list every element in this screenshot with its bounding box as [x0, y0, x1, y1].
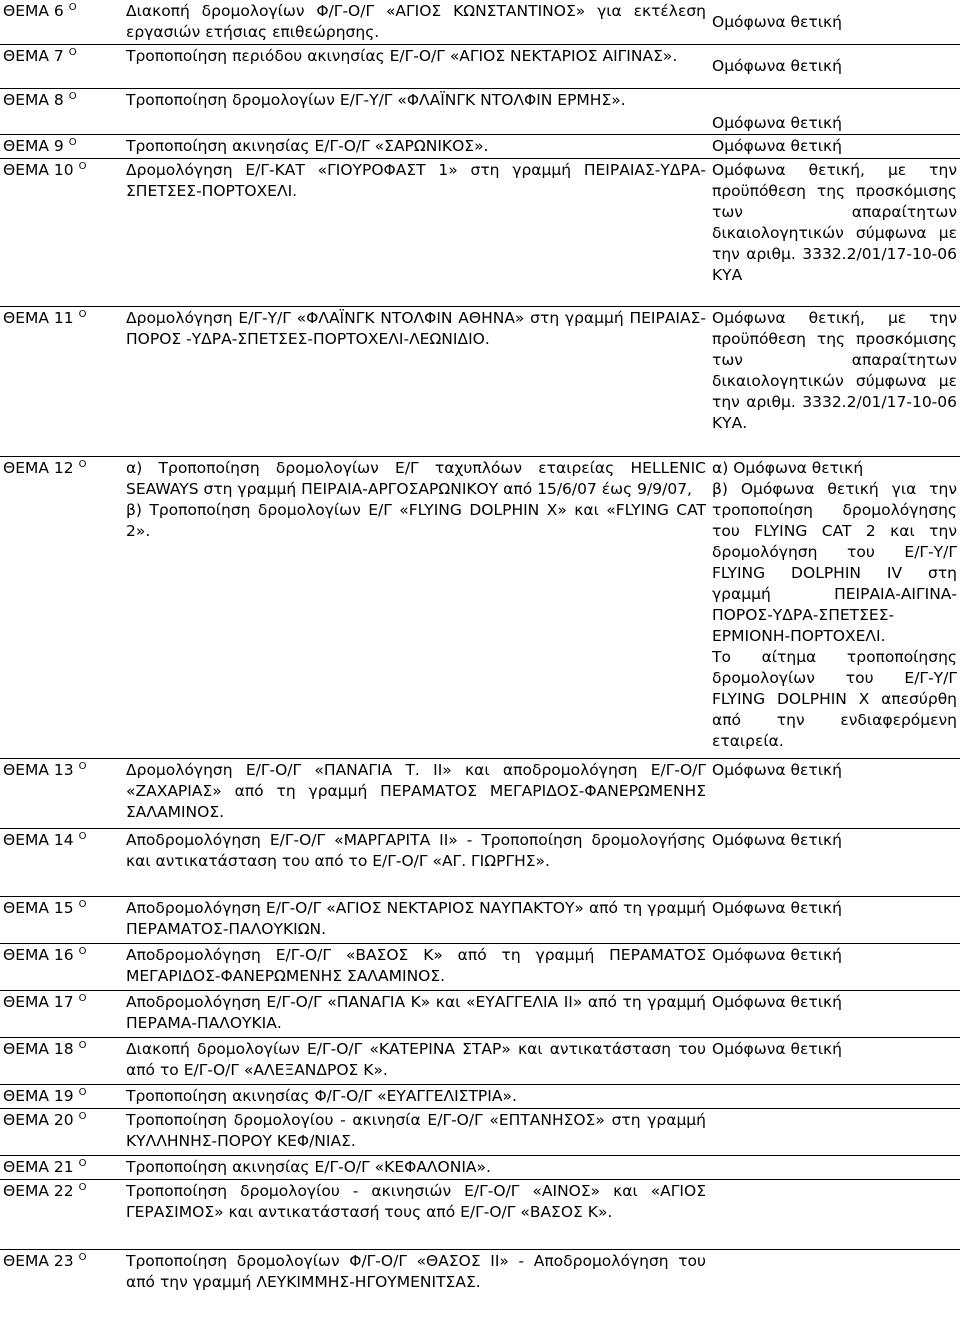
item-number: ΘΕΜΑ 7 $^O$	[0, 44, 123, 88]
table-row	[0, 134, 960, 158]
item-subject-part-b: β) Τροποποίηση δρομολογίων Ε/Γ «FLYING DOLPHIN X» και «FLYING CAT 2».	[126, 500, 706, 540]
table-row	[0, 1249, 960, 1319]
item-decision-part-a: α) Ομόφωνα θετική	[712, 458, 864, 477]
item-number: ΘΕΜΑ 18 $^O$	[0, 1037, 123, 1084]
table-row	[0, 1084, 960, 1108]
table-row	[0, 1155, 960, 1179]
item-decision: Ομόφωνα θετική	[709, 828, 960, 896]
table-row	[0, 158, 960, 306]
item-decision: Ομόφωνα θετική	[709, 134, 960, 158]
item-decision: Ομόφωνα θετική	[709, 990, 960, 1037]
item-subject: Δρομολόγηση Ε/Γ-ΚΑΤ «ΓΙΟΥΡΟΦΑΣΤ 1» στη γραμμή ΠΕΙΡΑΙΑΣ-ΥΔΡΑ-ΣΠΕΤΣΕΣ-ΠΟΡΤΟΧΕΛΙ.	[123, 158, 709, 306]
table-row	[0, 456, 960, 758]
item-number: ΘΕΜΑ 8 $^O$	[0, 88, 123, 134]
table-row	[0, 0, 960, 44]
item-number: ΘΕΜΑ 9 $^O$	[0, 134, 123, 158]
item-number: ΘΕΜΑ 10 $^O$	[0, 158, 123, 306]
item-decision-part-c: Το αίτημα τροποποίησης δρομολογίων του Ε/Γ-Υ/Γ FLYING DOLPHIN X απεσύρθη από την ενδιαφερόμενη εταιρεία.	[712, 647, 957, 750]
table-row	[0, 943, 960, 990]
item-number: ΘΕΜΑ 16 $^O$	[0, 943, 123, 990]
item-subject: Διακοπή δρομολογίων Ε/Γ-Ο/Γ «ΚΑΤΕΡΙΝΑ ΣΤΑΡ» και αντικατάσταση του από το Ε/Γ-Ο/Γ «ΑΛΕΞΑΝΔΡΟΣ Κ».	[123, 1037, 709, 1084]
item-subject: Αποδρομολόγηση Ε/Γ-Ο/Γ «ΒΑΣΟΣ Κ» από τη γραμμή ΠΕΡΑΜΑΤΟΣ ΜΕΓΑΡΙΔΟΣ-ΦΑΝΕΡΩΜΕΝΗΣ ΣΑΛΑΜΙΝΟΣ.	[123, 943, 709, 990]
item-decision: Ομόφωνα θετική	[709, 758, 960, 828]
item-decision	[709, 1179, 960, 1249]
item-subject: Τροποποίηση ακινησίας Ε/Γ-Ο/Γ «ΣΑΡΩΝΙΚΟΣ».	[123, 134, 709, 158]
item-decision: Ομόφωνα θετική	[709, 1037, 960, 1084]
item-decision: Ομόφωνα θετική	[709, 0, 960, 44]
item-subject: Τροποποίηση ακινησίας Φ/Γ-Ο/Γ «ΕΥΑΓΓΕΛΙΣΤΡΙΑ».	[123, 1084, 960, 1108]
item-number: ΘΕΜΑ 6 $^O$	[0, 0, 123, 44]
table-row	[0, 758, 960, 828]
item-decision: Ομόφωνα θετική	[709, 44, 960, 88]
item-number: ΘΕΜΑ 14 $^O$	[0, 828, 123, 896]
item-subject: Τροποποίηση δρομολογίων Ε/Γ-Υ/Γ «ΦΛΑΪΝΓΚ ΝΤΟΛΦΙΝ ΕΡΜΗΣ».	[123, 88, 709, 134]
item-number: ΘΕΜΑ 23 $^O$	[3, 1251, 87, 1270]
item-number: ΘΕΜΑ 21 $^O$	[0, 1155, 123, 1179]
item-subject: Τροποποίηση ακινησίας Ε/Γ-Ο/Γ «ΚΕΦΑΛΟΝΙΑ».	[123, 1155, 960, 1179]
item-subject: Αποδρομολόγηση Ε/Γ-Ο/Γ «ΑΓΙΟΣ ΝΕΚΤΑΡΙΟΣ ΝΑΥΠΑΚΤΟΥ» από τη γραμμή ΠΕΡΑΜΑΤΟΣ-ΠΑΛΟΥΚΙΩΝ.	[123, 896, 709, 943]
item-number: ΘΕΜΑ 12 $^O$	[0, 456, 123, 758]
item-subject: Αποδρομολόγηση Ε/Γ-Ο/Γ «ΜΑΡΓΑΡΙΤΑ ΙΙ» - Τροποποίηση δρομολογήσης και αντικατάσταση του από το Ε/Γ-Ο/Γ «ΑΓ. ΓΙΩΡΓΗΣ».	[123, 828, 709, 896]
item-subject: Τροποποίηση δρομολογίων Φ/Γ-Ο/Γ «ΘΑΣΟΣ ΙΙ» - Αποδρομολόγηση του από την γραμμή ΛΕΥΚΙΜΜΗΣ-ΗΓΟΥΜΕΝΙΤΣΑΣ.	[126, 1251, 706, 1291]
item-decision: Ομόφωνα θετική, με την προϋπόθεση της προσκόμισης των απαραίτητων δικαιολογητικών σύμφωνα με την αριθμ. 3332.2/01/17-10-06 ΚΥΑ	[709, 158, 960, 306]
table-row	[0, 1037, 960, 1084]
item-subject: Δρομολόγηση Ε/Γ-Υ/Γ «ΦΛΑΪΝΓΚ ΝΤΟΛΦΙΝ ΑΘΗΝΑ» στη γραμμή ΠΕΙΡΑΙΑΣ-ΠΟΡΟΣ -ΥΔΡΑ-ΣΠΕΤΣΕΣ-ΠΟΡΤΟΧΕΛΙ-ΛΕΩΝΙΔΙΟ.	[123, 306, 709, 456]
item-decision: Ομόφωνα θετική	[709, 896, 960, 943]
item-subject-part-a: α) Τροποποίηση δρομολογίων Ε/Γ ταχυπλόων εταιρείας HELLENIC SEAWAYS στη γραμμή ΠΕΙΡΑΙΑ-ΑΡΓΟΣΑΡΩΝΙΚΟΥ από 15/6/07 έως 9/9/07,	[126, 458, 706, 498]
item-decision	[709, 1108, 960, 1155]
item-number: ΘΕΜΑ 13 $^O$	[0, 758, 123, 828]
table-row	[0, 990, 960, 1037]
item-number: ΘΕΜΑ 19 $^O$	[0, 1084, 123, 1108]
item-decision	[709, 1249, 960, 1319]
item-number: ΘΕΜΑ 17 $^O$	[0, 990, 123, 1037]
item-decision	[709, 456, 960, 758]
item-decision-part-b: β) Ομόφωνα θετική για την τροποποίηση δρομολόγησης του FLYING CAT 2 και την δρομολόγηση του Ε/Γ-Υ/Γ FLYING DOLPHIN IV στη γραμμή ΠΕΙΡΑΙΑ-ΑΙΓΙΝΑ-ΠΟΡΟΣ-ΥΔΡΑ-ΣΠΕΤΣΕΣ-ΕΡΜΙΟΝΗ-ΠΟΡΤΟΧΕΛΙ.	[712, 479, 957, 645]
item-subject: Τροποποίηση δρομολογίου - ακινησιών Ε/Γ-Ο/Γ «ΑΙΝΟΣ» και «ΑΓΙΟΣ ΓΕΡΑΣΙΜΟΣ» και αντικατάστασή τους από Ε/Γ-Ο/Γ «ΒΑΣΟΣ Κ».	[123, 1179, 709, 1249]
table-row	[0, 1179, 960, 1249]
item-subject: Τροποποίηση δρομολογίου - ακινησία Ε/Γ-Ο/Γ «ΕΠΤΑΝΗΣΟΣ» στη γραμμή ΚΥΛΛΗΝΗΣ-ΠΟΡΟΥ ΚΕΦ/ΝΙΑΣ.	[123, 1108, 709, 1155]
item-subject	[123, 456, 709, 758]
item-subject: Αποδρομολόγηση Ε/Γ-Ο/Γ «ΠΑΝΑΓΙΑ Κ» και «ΕΥΑΓΓΕΛΙΑ ΙΙ» από τη γραμμή ΠΕΡΑΜΑ-ΠΑΛΟΥΚΙΑ.	[123, 990, 709, 1037]
item-decision: Ομόφωνα θετική, με την προϋπόθεση της προσκόμισης των απαραίτητων δικαιολογητικών σύμφωνα με την αριθμ. 3332.2/01/17-10-06 ΚΥΑ.	[709, 306, 960, 456]
item-subject: Δρομολόγηση Ε/Γ-Ο/Γ «ΠΑΝΑΓΙΑ Τ. ΙΙ» και αποδρομολόγηση Ε/Γ-Ο/Γ «ΖΑΧΑΡΙΑΣ» από τη γραμμή ΠΕΡΑΜΑΤΟΣ ΜΕΓΑΡΙΔΟΣ-ΦΑΝΕΡΩΜΕΝΗΣ ΣΑΛΑΜΙΝΟΣ.	[123, 758, 709, 828]
table-row	[0, 306, 960, 456]
item-number: ΘΕΜΑ 22 $^O$	[0, 1179, 123, 1249]
item-decision: Ομόφωνα θετική	[709, 943, 960, 990]
table-row	[0, 1108, 960, 1155]
table-row	[0, 44, 960, 88]
item-number: ΘΕΜΑ 15 $^O$	[0, 896, 123, 943]
item-decision: Ομόφωνα θετική	[709, 88, 960, 134]
item-subject: Διακοπή δρομολογίων Φ/Γ-Ο/Γ «ΑΓΙΟΣ ΚΩΝΣΤΑΝΤΙΝΟΣ» για εκτέλεση εργασιών ετήσιας επιθεώρησης.	[123, 0, 709, 44]
table-row	[0, 88, 960, 134]
table-row	[0, 828, 960, 896]
item-subject: Τροποποίηση περιόδου ακινησίας Ε/Γ-Ο/Γ «ΑΓΙΟΣ ΝΕΚΤΑΡΙΟΣ ΑΙΓΙΝΑΣ».	[123, 44, 709, 88]
item-number: ΘΕΜΑ 11 $^O$	[0, 306, 123, 456]
item-number: ΘΕΜΑ 20 $^O$	[0, 1108, 123, 1155]
table-row	[0, 896, 960, 943]
